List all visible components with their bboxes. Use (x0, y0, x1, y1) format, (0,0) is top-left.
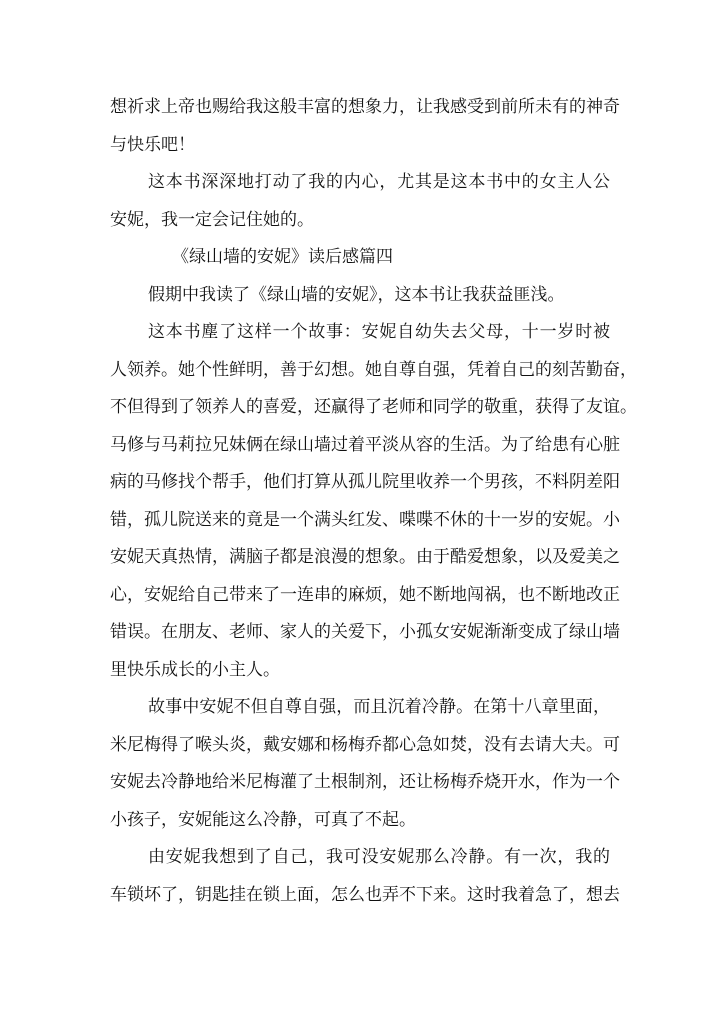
text-line: 与快乐吧！ (110, 134, 195, 155)
text-line: 马修与马莉拉兄妹俩在绿山墙过着平淡从容的生活。为了给患有心脏 (110, 434, 620, 455)
text-line: 安妮去冷静地给米尼梅灌了土根制剂，还让杨梅乔烧开水，作为一个 (110, 772, 620, 792)
text-line: 错误。在朋友、老师、家人的关爱下，小孤女安妮渐渐变成了绿山墙 (110, 622, 620, 642)
text-line: 错，孤儿院送来的竟是一个满头红发、喋喋不休的十一岁的安妮。小 (110, 509, 620, 530)
text-line: 安妮，我一定会记住她的。 (110, 209, 314, 230)
text-line: 病的马修找个帮手，他们打算从孤儿院里收养一个男孩，不料阴差阳 (110, 472, 620, 492)
text-line: 不但得到了领养人的喜爱，还赢得了老师和同学的敬重，获得了友谊。 (110, 397, 637, 417)
paragraph-first-line: 假期中我读了《绿山墙的安妮》，这本书让我获益匪浅。 (148, 284, 565, 305)
text-line: 里快乐成长的小主人。 (110, 659, 280, 680)
text-line: 米尼梅得了喉头炎，戴安娜和杨梅乔都心急如焚，没有去请大夫。可 (110, 734, 620, 755)
paragraph-first-line: 这本书塵了这样一个故事：安妮自幼失去父母，十一岁时被 (148, 322, 610, 342)
text-line: 心，安妮给自己带来了一连串的麻烦，她不断地闯祸，也不断地改正 (110, 584, 620, 605)
text-line: 车锁坏了，钥匙挂在锁上面，怎么也弄不下来。这时我着急了，想去 (110, 884, 620, 905)
paragraph-first-line: 由安妮我想到了自己，我可没安妮那么冷静。有一次，我的 (148, 847, 610, 867)
text-line: 小孩子，安妮能这么冷静，可真了不起。 (110, 809, 416, 830)
text-line: 人领养。她个性鲜明，善于幻想。她自尊自强，凭着自己的刻苦勤奋， (110, 359, 637, 380)
paragraph-first-line: 这本书深深地打动了我的内心，尤其是这本书中的女主人公 (148, 172, 610, 192)
body-text (110, 89, 637, 914)
section-heading: 《绿山墙的安妮》读后感篇四 (172, 247, 393, 267)
paragraph-first-line: 故事中安妮不但自尊自强，而且沉着冷静。在第十八章里面， (148, 697, 610, 717)
text-line: 安妮天真热情，满脑子都是浪漫的想象。由于酷爱想象，以及爱美之 (110, 547, 620, 567)
text-line: 想祈求上帝也赐给我这般丰富的想象力，让我感受到前所未有的神奇 (110, 97, 620, 117)
